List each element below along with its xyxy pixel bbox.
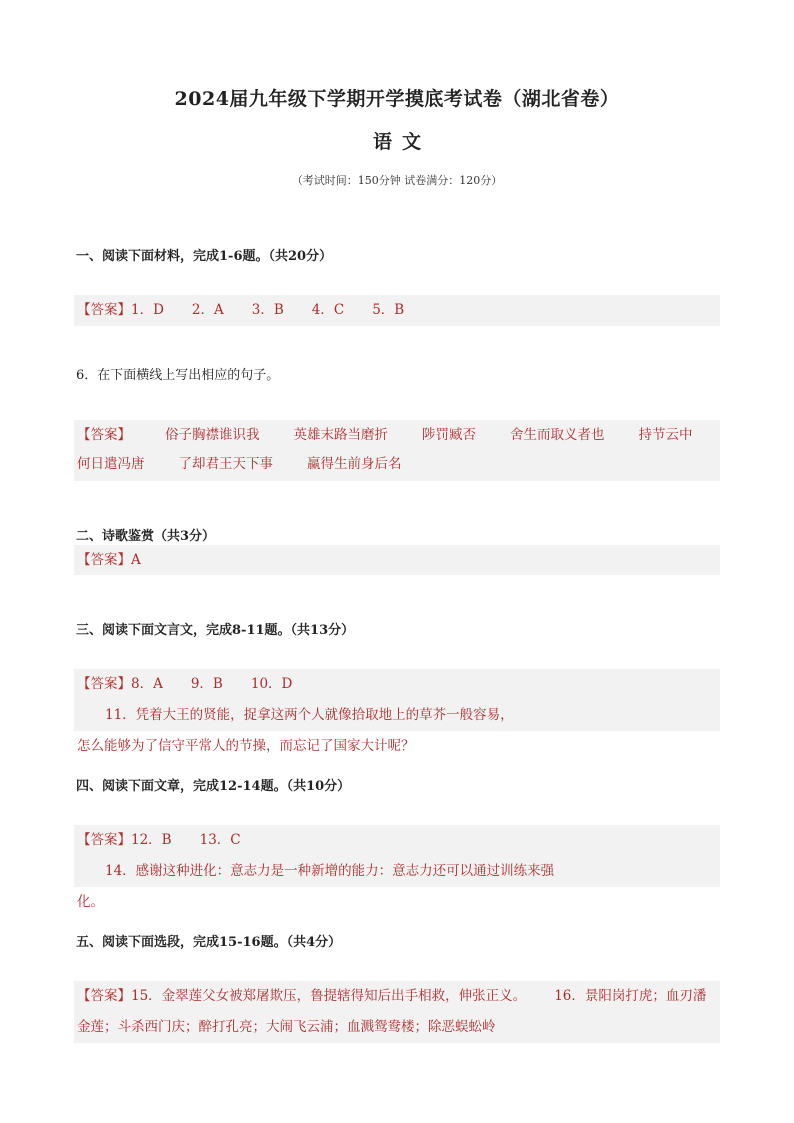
answer-item: 赢得生前身后名: [307, 456, 402, 472]
section-4-answer-box: [74, 825, 720, 910]
answer-item: 14．感谢这种进化：意志力是一种新增的能力：意志力还可以通过训练来强: [105, 863, 555, 879]
section-3-answer-box: [74, 669, 720, 754]
section-5-answer-box: [74, 981, 720, 1043]
section-1-answer-box: [74, 295, 720, 326]
answer-item: 16．景阳岗打虎；血刃潘: [554, 988, 707, 1004]
answer-tag: 【答案】: [77, 988, 131, 1004]
subject-title: 语文: [372, 131, 431, 153]
answer-text: 金莲；斗杀西门庆；醉打孔亮；大闹飞云浦；血溅鸳鸯楼；除恶蜈蚣岭: [77, 1019, 496, 1035]
answer-item: 15．金翠莲父女被郑屠欺压，鲁提辖得知后出手相救，伸张正义。: [131, 988, 527, 1004]
answer-text: 化。: [77, 894, 104, 910]
answer-tag: 【答案】: [77, 552, 131, 568]
answer-item: 8．A: [131, 676, 163, 692]
answer-item: 俗子胸襟谁识我: [165, 427, 260, 443]
section-3-heading: 三、阅读下面文言文，完成8-11题。（共13分）: [76, 623, 355, 638]
answer-item: 何日遣冯唐: [77, 456, 145, 472]
question-6-prompt: 6．在下面横线上写出相应的句子。: [76, 368, 280, 383]
section-4-heading: 四、阅读下面文章，完成12-14题。（共10分）: [76, 779, 351, 794]
exam-info: （考试时间：150分钟 试卷满分：120分）: [291, 174, 503, 187]
answer-tag: 【答案】: [77, 302, 131, 318]
section-5-heading: 五、阅读下面选段，完成15-16题。（共4分）: [76, 935, 342, 950]
answer-item: 12．B: [131, 832, 172, 848]
answer-item: 4．C: [311, 302, 345, 318]
answer-text: 怎么能够为了信守平常人的节操，而忘记了国家大计呢？: [77, 738, 415, 754]
answer-item: 9．B: [190, 676, 223, 692]
answer-item: 陟罚臧否: [422, 427, 476, 443]
answer-item: 持节云中: [638, 427, 693, 443]
answer-item: 13．C: [199, 832, 241, 848]
answer-item: 2．A: [191, 302, 224, 318]
question-6-answer-box: [74, 420, 720, 481]
section-1-heading: 一、阅读下面材料，完成1-6题。（共20分）: [76, 249, 333, 264]
answer-item: 5．B: [372, 302, 405, 318]
answer-item: 10．D: [250, 676, 293, 692]
answer-item: 了却君王天下事: [178, 456, 273, 472]
answer-item: 11．凭着大王的贤能，捉拿这两个人就像拾取地上的草芥一般容易，: [105, 707, 514, 723]
exam-title: 2024届九年级下学期开学摸底考试卷（湖北省卷）: [174, 88, 620, 110]
answer-item: 舍生而取义者也: [510, 427, 605, 443]
section-2-heading: 二、诗歌鉴赏（共3分）: [76, 529, 216, 544]
answer-item: 1．D: [131, 302, 164, 318]
answer-item: 英雄末路当磨折: [293, 427, 388, 443]
section-2-answer-box: [74, 545, 720, 575]
answer-tag: 【答案】: [77, 676, 131, 692]
answer-tag: 【答案】: [77, 427, 131, 443]
answer-item: 3．B: [251, 302, 284, 318]
answer-tag: 【答案】: [77, 832, 131, 848]
answer-item: A: [131, 552, 141, 568]
